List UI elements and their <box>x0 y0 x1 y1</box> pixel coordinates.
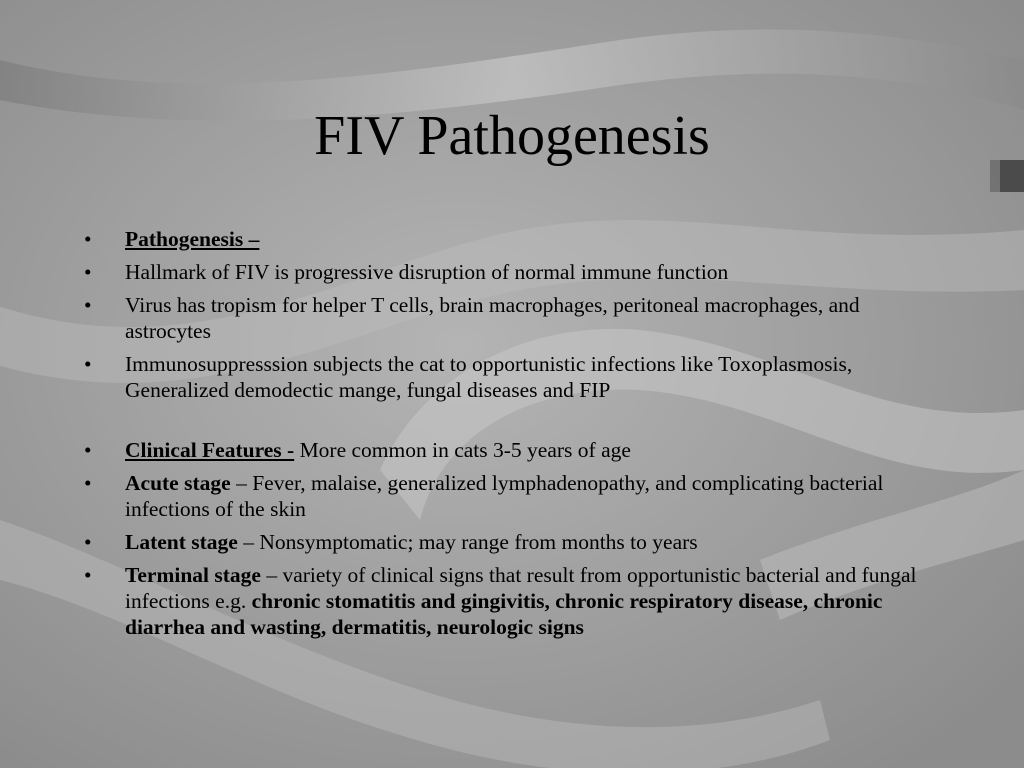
bullet-item <box>84 437 944 463</box>
bullet-heading: Latent stage <box>125 530 238 554</box>
bullet-glyph: • <box>84 293 92 317</box>
bullet-emphasis: chronic stomatitis and gingivitis, chronic respiratory disease, chronic diarrhea and wasting, dermatitis, neurologic signs <box>125 589 883 639</box>
bullet-text: – Nonsymptomatic; may range from months to years <box>237 530 698 554</box>
bullet-text: – variety of clinical signs that result from opportunistic bacterial and fungal infections e.g. <box>125 563 917 613</box>
bullet-heading: Clinical Features - <box>125 438 295 462</box>
bullet-text: – Fever, malaise, generalized lymphadenopathy, and complicating bacterial infections of the skin <box>125 471 884 521</box>
bullet-glyph: • <box>84 438 92 462</box>
bullet-item <box>84 529 944 555</box>
bullet-text: Hallmark of FIV is progressive disruption of normal immune function <box>125 260 729 284</box>
bullet-item <box>84 562 944 640</box>
bullet-glyph: • <box>84 227 92 251</box>
bullet-glyph: • <box>84 260 92 284</box>
bullet-item <box>84 226 944 252</box>
bullet-item <box>84 292 944 344</box>
bullet-list <box>84 226 944 647</box>
slide-title: FIV Pathogenesis <box>314 105 710 167</box>
bullet-heading: Terminal stage <box>125 563 261 587</box>
bullet-heading: Acute stage <box>125 471 231 495</box>
bullet-item <box>84 470 944 522</box>
bullet-item <box>84 351 944 403</box>
bullet-text: Virus has tropism for helper T cells, brain macrophages, peritoneal macrophages, and astrocytes <box>125 293 860 343</box>
bullet-heading: Pathogenesis – <box>125 227 260 251</box>
bullet-item <box>84 259 944 285</box>
bullet-text: Immunosuppresssion subjects the cat to opportunistic infections like Toxoplasmosis, Generalized demodectic mange, fungal diseases and FIP <box>125 352 853 402</box>
bullet-glyph: • <box>84 530 92 554</box>
bullet-glyph: • <box>84 471 92 495</box>
bullet-text: More common in cats 3-5 years of age <box>294 438 631 462</box>
bullet-glyph: • <box>84 563 92 587</box>
bullet-glyph: • <box>84 352 92 376</box>
